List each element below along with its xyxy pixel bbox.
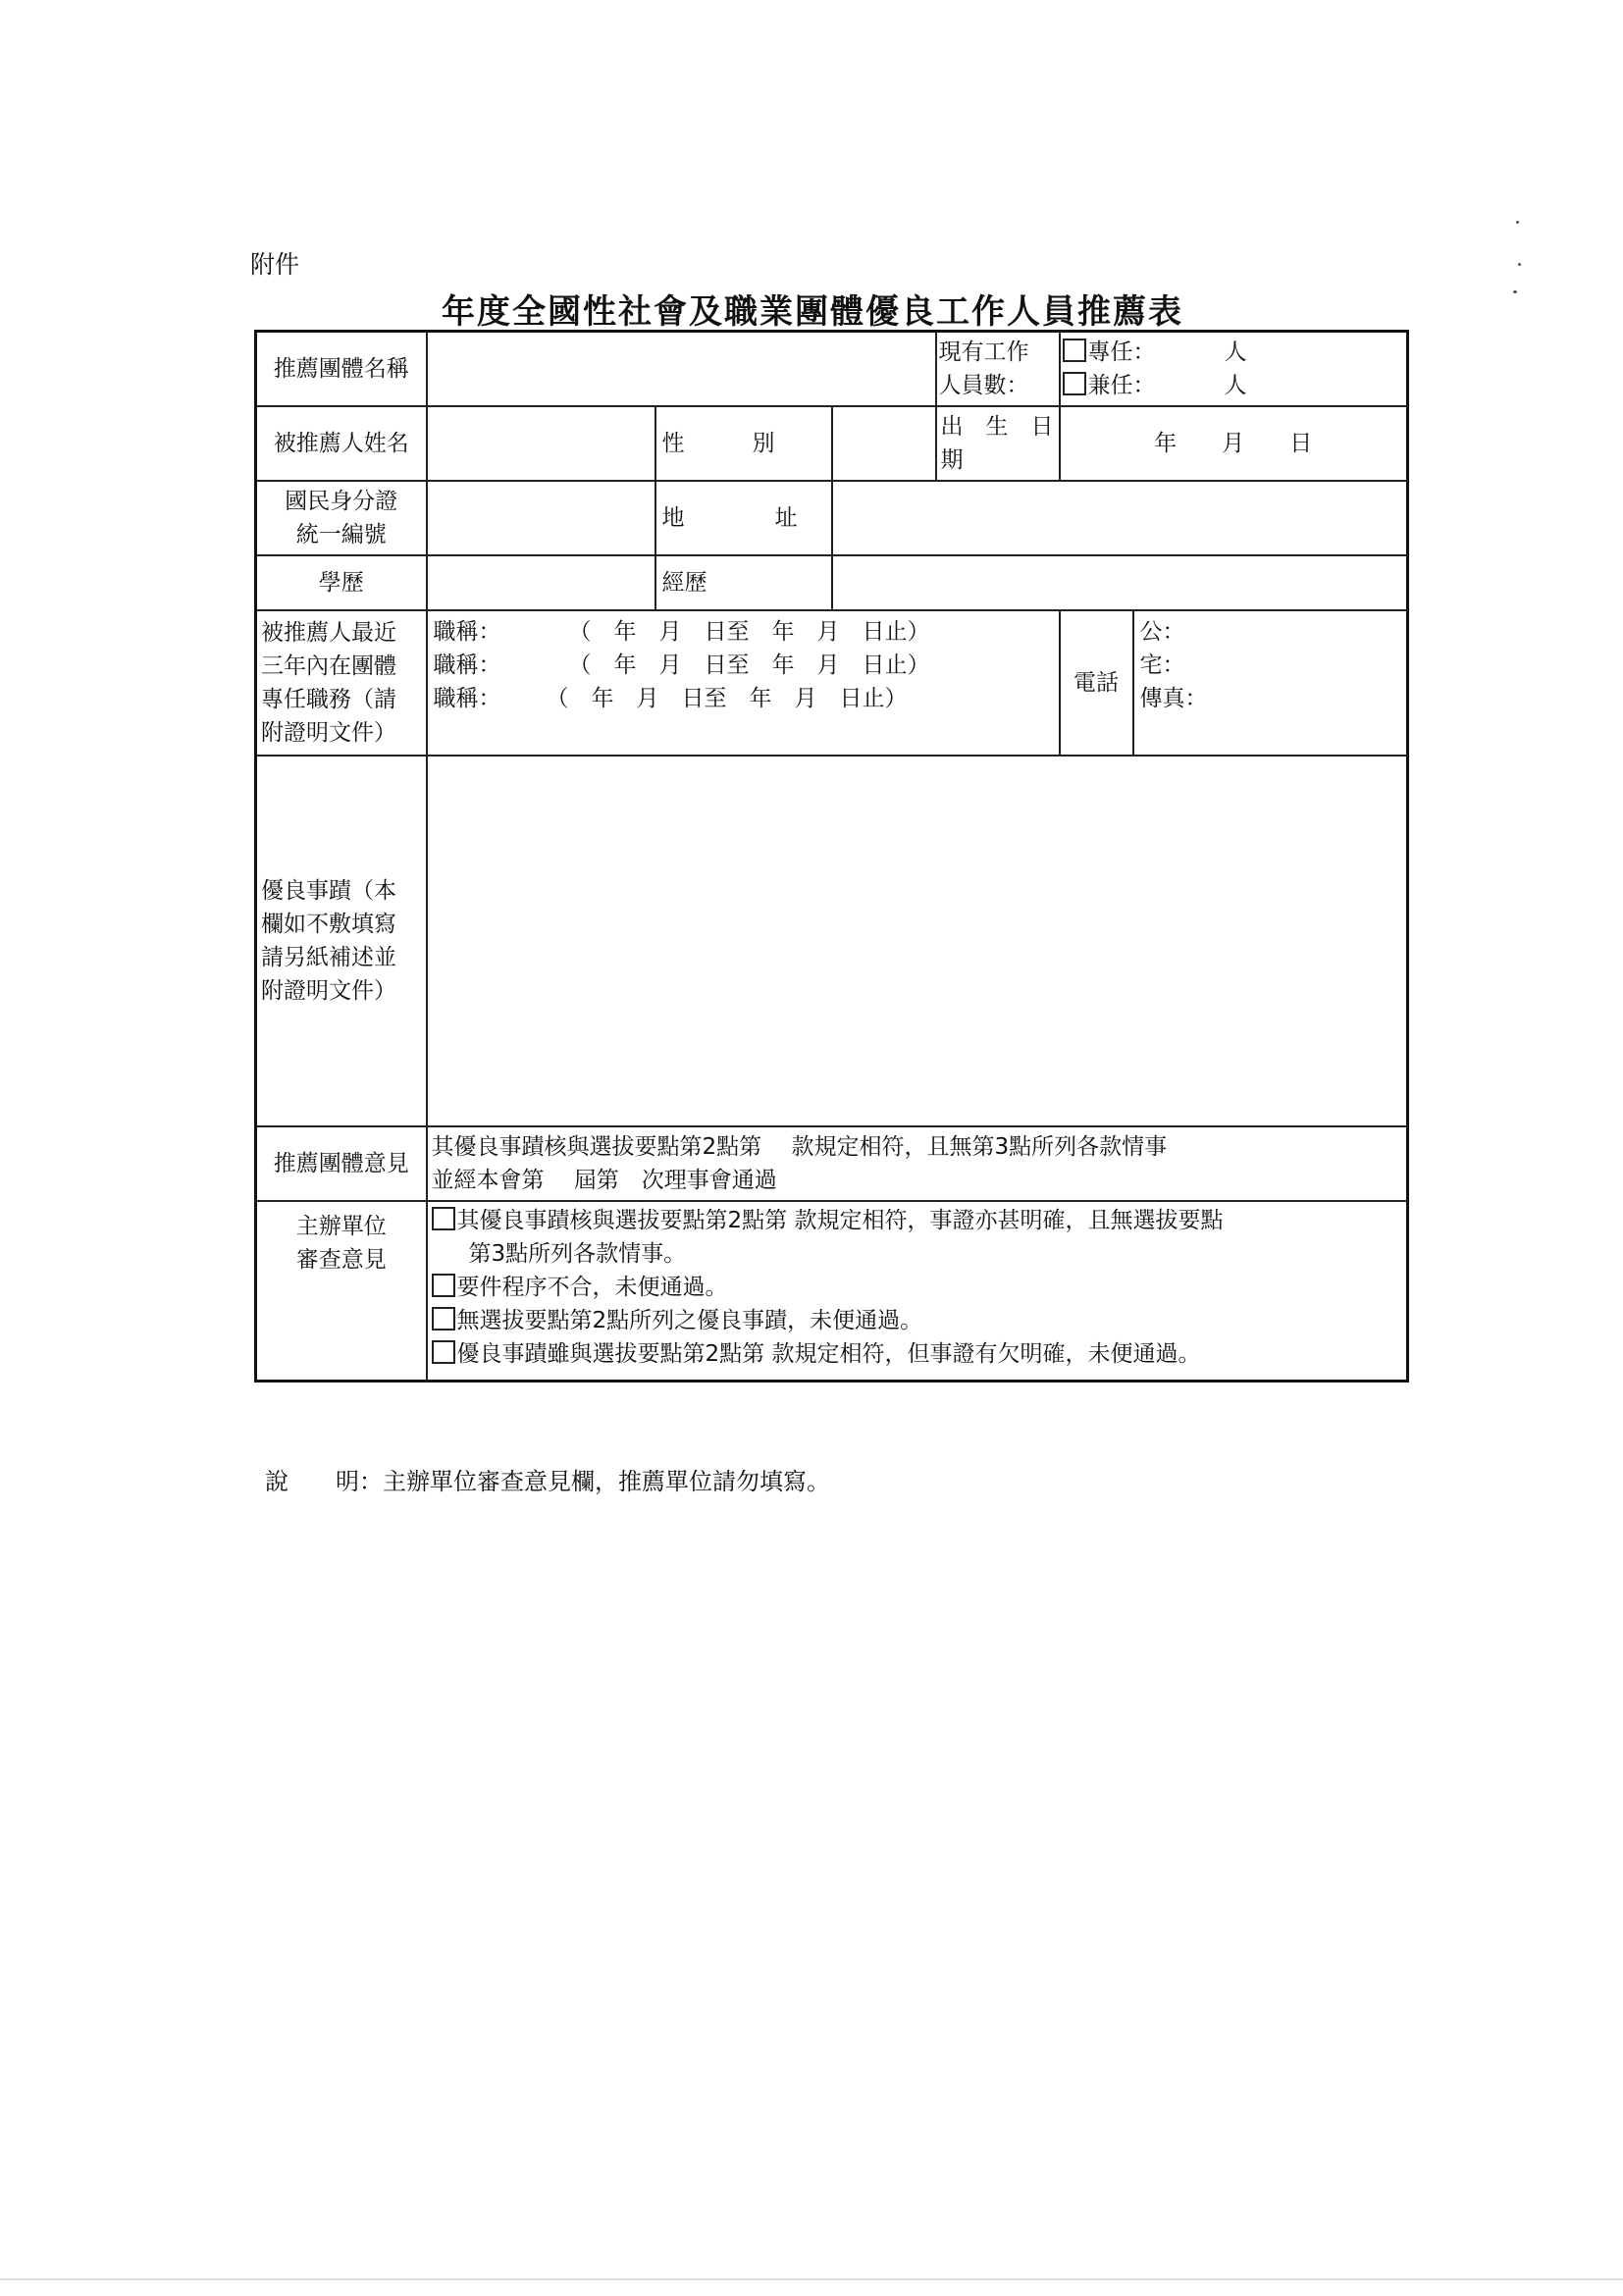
- parttime-option: [1063, 369, 1401, 402]
- review-option-2-text: 要件程序不合，未便通過。: [456, 1274, 728, 1300]
- id-label-line1: 國民身分證: [285, 488, 398, 514]
- review-option-3-checkbox[interactable]: [432, 1307, 455, 1331]
- education-label: 學歷: [256, 555, 427, 610]
- row-org-name: [256, 332, 1408, 406]
- positions-label: [256, 610, 427, 756]
- phone-label: 電話: [1060, 610, 1133, 756]
- id-label-line2: 統一編號: [295, 521, 387, 548]
- parttime-checkbox[interactable]: [1063, 372, 1086, 395]
- nominee-name-label: 被推薦人姓名: [256, 406, 427, 481]
- fulltime-option: [1063, 336, 1401, 369]
- review-label-line2: 審查意見: [295, 1246, 387, 1273]
- row-org-opinion: [256, 1126, 1408, 1201]
- row-education: [256, 555, 1408, 610]
- id-label: [256, 481, 427, 555]
- scan-edge-line: [0, 2278, 1623, 2280]
- position-line-1: 職稱： （ 年 月 日至 年 月 日止）: [433, 618, 930, 645]
- parttime-label: 兼任：: [1087, 372, 1156, 398]
- address-label: 地 址: [655, 481, 832, 555]
- positions-label-line1: 被推薦人最近: [261, 619, 396, 646]
- row-nominee: [256, 406, 1408, 481]
- scan-speck: [1516, 221, 1519, 224]
- fulltime-label: 專任：: [1087, 339, 1156, 365]
- birth-label-line1: 出 生 日: [940, 413, 1054, 440]
- row-positions: [256, 610, 1408, 756]
- fulltime-unit: 人: [1224, 339, 1247, 365]
- positions-field[interactable]: [427, 610, 1060, 756]
- review-label-line1: 主辦單位: [295, 1213, 387, 1239]
- org-name-field[interactable]: [427, 332, 936, 406]
- review-option-1-cont: 第3點所列各款情事。: [468, 1240, 687, 1267]
- parttime-unit: 人: [1224, 372, 1247, 398]
- experience-label: 經歷: [655, 555, 832, 610]
- position-line-3: 職稱： （ 年 月 日至 年 月 日止）: [433, 685, 908, 711]
- birth-label-line2: 期: [940, 446, 964, 473]
- scan-speck: [1513, 290, 1517, 293]
- merits-label-line3: 請另紙補述並: [261, 944, 396, 970]
- scan-speck: [1518, 263, 1521, 266]
- staff-count-field: [1060, 332, 1408, 406]
- org-opinion-label: 推薦團體意見: [256, 1126, 427, 1201]
- review-option-2: [432, 1271, 1403, 1304]
- org-opinion-field: [427, 1126, 1408, 1201]
- staff-count-label-line2: 人員數：: [938, 372, 1029, 398]
- fulltime-checkbox[interactable]: [1063, 339, 1086, 362]
- instruction-note: 說 明：主辦單位審查意見欄，推薦單位請勿填寫。: [265, 1468, 830, 1495]
- phone-field[interactable]: [1133, 610, 1408, 756]
- id-field[interactable]: [427, 481, 655, 555]
- review-option-1: [432, 1204, 1403, 1237]
- phone-fax: 傳真：: [1139, 685, 1208, 711]
- gender-label: 性 別: [655, 406, 832, 481]
- attachment-label: 附件: [250, 250, 300, 279]
- address-field[interactable]: [832, 481, 1408, 555]
- review-option-4-text: 優良事蹟雖與選拔要點第2點第 款規定相符，但事證有欠明確，未便通過。: [456, 1340, 1201, 1367]
- review-field: [427, 1201, 1408, 1382]
- review-option-4: [432, 1337, 1403, 1371]
- staff-count-label: [936, 332, 1060, 406]
- staff-count-label-line1: 現有工作: [938, 339, 1029, 365]
- review-option-4-checkbox[interactable]: [432, 1340, 455, 1364]
- merits-label-line4: 附證明文件）: [261, 977, 396, 1004]
- review-label: [256, 1201, 427, 1382]
- positions-label-line4: 附證明文件）: [261, 719, 396, 746]
- merits-label: [256, 756, 427, 1126]
- merits-field[interactable]: [427, 756, 1408, 1126]
- birth-date-field[interactable]: 年 月 日: [1060, 406, 1408, 481]
- org-name-label: 推薦團體名稱: [256, 332, 427, 406]
- review-option-1-checkbox[interactable]: [432, 1207, 455, 1230]
- form-title: 年度全國性社會及職業團體優良工作人員推薦表: [442, 292, 1183, 332]
- review-option-3-text: 無選拔要點第2點所列之優良事蹟，未便通過。: [456, 1307, 923, 1333]
- merits-label-line1: 優良事蹟（本: [261, 877, 396, 904]
- review-option-3: [432, 1304, 1403, 1337]
- review-option-2-checkbox[interactable]: [432, 1274, 455, 1297]
- education-field[interactable]: [427, 555, 655, 610]
- review-option-1-text: 其優良事蹟核與選拔要點第2點第 款規定相符，事證亦甚明確，且無選拔要點: [456, 1207, 1224, 1233]
- positions-label-line2: 三年內在團體: [261, 652, 396, 679]
- positions-label-line3: 專任職務（請: [261, 686, 396, 712]
- phone-home: 宅：: [1139, 652, 1185, 678]
- row-review: [256, 1201, 1408, 1382]
- org-opinion-line2: 並經本會第 屆第 次理事會通過: [431, 1167, 777, 1193]
- row-id-address: [256, 481, 1408, 555]
- nominee-name-field[interactable]: [427, 406, 655, 481]
- birth-label: [936, 406, 1060, 481]
- org-opinion-line1: 其優良事蹟核與選拔要點第2點第 款規定相符，且無第3點所列各款情事: [431, 1133, 1168, 1160]
- gender-field[interactable]: [832, 406, 936, 481]
- position-line-2: 職稱： （ 年 月 日至 年 月 日止）: [433, 652, 930, 678]
- experience-field[interactable]: [832, 555, 1408, 610]
- phone-office: 公：: [1139, 618, 1185, 645]
- merits-label-line2: 欄如不敷填寫: [261, 911, 396, 937]
- nomination-form-table: [254, 330, 1409, 1383]
- row-merits: [256, 756, 1408, 1126]
